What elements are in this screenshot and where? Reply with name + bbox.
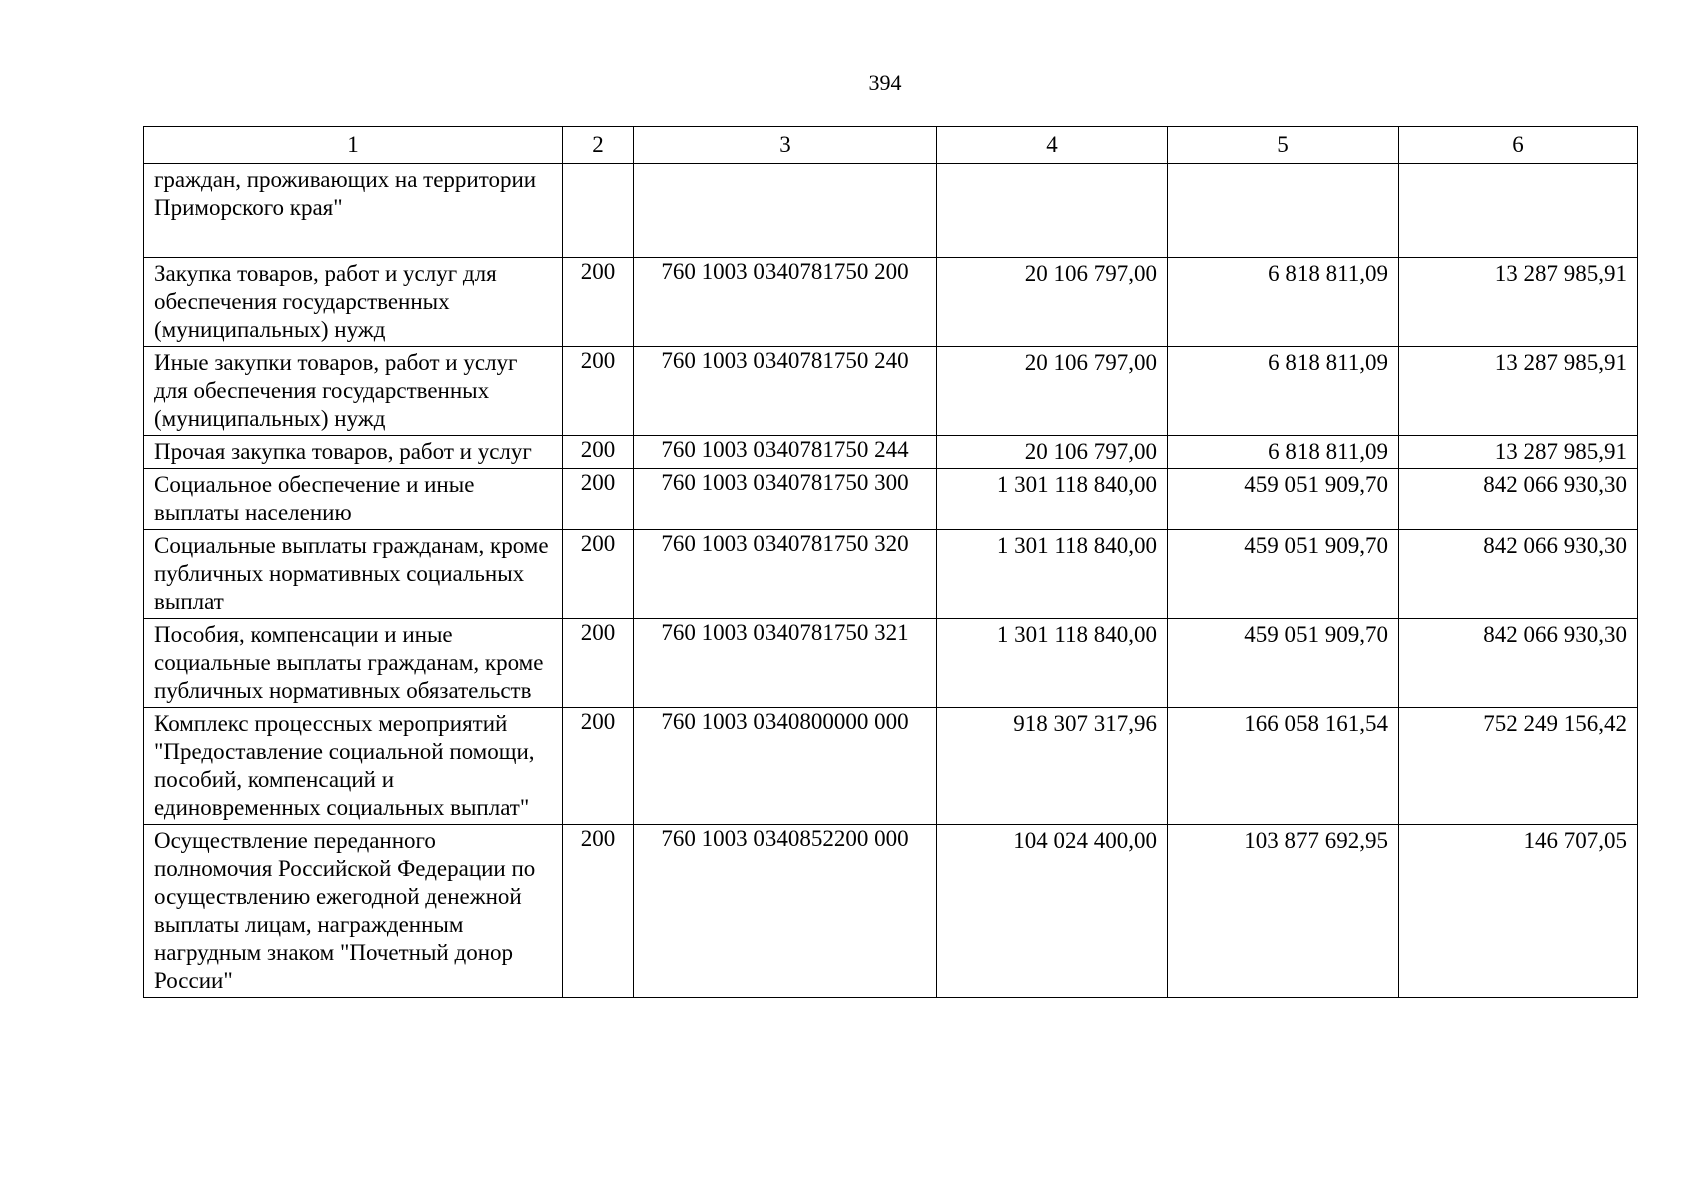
- row-code: 200: [563, 436, 634, 469]
- row-kbk: [634, 164, 937, 258]
- row-value-6: 752 249 156,42: [1399, 708, 1638, 825]
- row-value-5: 103 877 692,95: [1168, 825, 1399, 998]
- row-code: 200: [563, 825, 634, 998]
- row-kbk: 760 1003 0340781750 200: [634, 258, 937, 347]
- row-code: 200: [563, 708, 634, 825]
- row-value-4: 918 307 317,96: [937, 708, 1168, 825]
- row-value-6: 146 707,05: [1399, 825, 1638, 998]
- table-row: [144, 347, 1638, 436]
- row-value-5: 459 051 909,70: [1168, 619, 1399, 708]
- budget-table: [143, 126, 1638, 998]
- row-value-4: [937, 164, 1168, 258]
- row-value-4: 20 106 797,00: [937, 436, 1168, 469]
- row-name: Социальное обеспечение и иные выплаты населению: [144, 469, 563, 530]
- table-row: [144, 258, 1638, 347]
- row-code: 200: [563, 258, 634, 347]
- header-col-6: 6: [1399, 127, 1638, 164]
- row-value-6: 842 066 930,30: [1399, 530, 1638, 619]
- row-value-5: 6 818 811,09: [1168, 347, 1399, 436]
- row-name: граждан, проживающих на территории Приморского края": [144, 164, 563, 258]
- header-col-1: 1: [144, 127, 563, 164]
- row-value-4: 20 106 797,00: [937, 347, 1168, 436]
- row-value-4: 1 301 118 840,00: [937, 530, 1168, 619]
- row-value-5: 6 818 811,09: [1168, 258, 1399, 347]
- table-row: [144, 708, 1638, 825]
- row-value-6: [1399, 164, 1638, 258]
- row-value-4: 1 301 118 840,00: [937, 469, 1168, 530]
- header-col-4: 4: [937, 127, 1168, 164]
- page-number: 394: [868, 70, 902, 95]
- row-name: Закупка товаров, работ и услуг для обеспечения государственных (муниципальных) нужд: [144, 258, 563, 347]
- header-row: [144, 127, 1638, 164]
- row-name: Пособия, компенсации и иные социальные выплаты гражданам, кроме публичных нормативных обязательств: [144, 619, 563, 708]
- row-kbk: 760 1003 0340781750 244: [634, 436, 937, 469]
- row-value-6: 842 066 930,30: [1399, 469, 1638, 530]
- table-row: [144, 530, 1638, 619]
- table-row: [144, 164, 1638, 258]
- row-name: Социальные выплаты гражданам, кроме публичных нормативных социальных выплат: [144, 530, 563, 619]
- row-kbk: 760 1003 0340852200 000: [634, 825, 937, 998]
- row-value-6: 13 287 985,91: [1399, 347, 1638, 436]
- row-code: 200: [563, 530, 634, 619]
- row-kbk: 760 1003 0340800000 000: [634, 708, 937, 825]
- row-name: Иные закупки товаров, работ и услуг для обеспечения государственных (муниципальных) нужд: [144, 347, 563, 436]
- row-code: [563, 164, 634, 258]
- row-value-4: 1 301 118 840,00: [937, 619, 1168, 708]
- row-kbk: 760 1003 0340781750 321: [634, 619, 937, 708]
- row-kbk: 760 1003 0340781750 300: [634, 469, 937, 530]
- table-row: [144, 825, 1638, 998]
- row-value-6: 842 066 930,30: [1399, 619, 1638, 708]
- row-code: 200: [563, 469, 634, 530]
- row-value-5: 459 051 909,70: [1168, 469, 1399, 530]
- table-body: [144, 164, 1638, 998]
- header-col-3: 3: [634, 127, 937, 164]
- row-code: 200: [563, 347, 634, 436]
- row-name: Прочая закупка товаров, работ и услуг: [144, 436, 563, 469]
- row-code: 200: [563, 619, 634, 708]
- row-value-5: 459 051 909,70: [1168, 530, 1399, 619]
- row-name: Комплекс процессных мероприятий "Предоставление социальной помощи, пособий, компенсаций и единовременных социальных выплат": [144, 708, 563, 825]
- table-row: [144, 469, 1638, 530]
- row-value-5: [1168, 164, 1399, 258]
- row-value-4: 20 106 797,00: [937, 258, 1168, 347]
- table-row: [144, 619, 1638, 708]
- header-col-5: 5: [1168, 127, 1399, 164]
- row-value-6: 13 287 985,91: [1399, 436, 1638, 469]
- row-value-5: 166 058 161,54: [1168, 708, 1399, 825]
- row-kbk: 760 1003 0340781750 240: [634, 347, 937, 436]
- row-value-5: 6 818 811,09: [1168, 436, 1399, 469]
- row-kbk: 760 1003 0340781750 320: [634, 530, 937, 619]
- table-row: [144, 436, 1638, 469]
- row-value-4: 104 024 400,00: [937, 825, 1168, 998]
- row-value-6: 13 287 985,91: [1399, 258, 1638, 347]
- table-header: [144, 127, 1638, 164]
- row-name: Осуществление переданного полномочия Российской Федерации по осуществлению ежегодной денежной выплаты лицам, награжденным нагрудным знаком "Почетный донор России": [144, 825, 563, 998]
- header-col-2: 2: [563, 127, 634, 164]
